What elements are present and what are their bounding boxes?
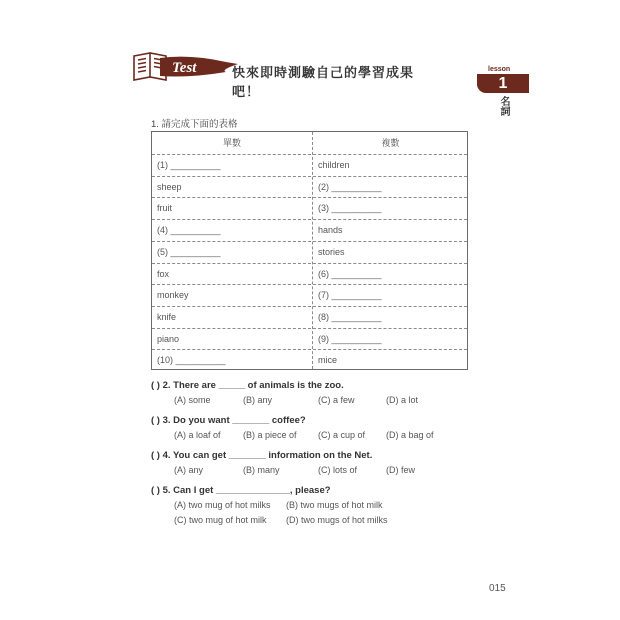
- plural-table: [151, 131, 468, 370]
- option-d: (D) two mugs of hot milks: [286, 515, 388, 525]
- option-a: (A) two mug of hot milks: [174, 500, 271, 510]
- option-c: (C) lots of: [318, 465, 358, 475]
- option-d: (D) a bag of: [386, 430, 434, 440]
- table-row: [152, 219, 467, 242]
- header-singular: 單數: [222, 138, 241, 148]
- table-row: [152, 241, 467, 264]
- cell-plural: hands: [318, 225, 343, 236]
- section-title: 1. 請完成下面的表格: [151, 119, 238, 130]
- cell-plural: mice: [318, 355, 338, 366]
- cell-plural: (9) __________: [318, 333, 382, 344]
- table-row: [152, 349, 467, 372]
- cell-singular: (4) __________: [157, 225, 221, 236]
- cell-singular: (10) __________: [157, 355, 226, 366]
- question-3: ( ) 3. Do you want _______ coffee?: [151, 415, 306, 426]
- option-a: (A) some: [174, 395, 211, 405]
- table-row: [152, 328, 467, 351]
- option-d: (D) few: [386, 465, 415, 475]
- table-row: [152, 306, 467, 329]
- table-row: [152, 176, 467, 199]
- cell-singular: fox: [157, 268, 170, 279]
- question-2: ( ) 2. There are _____ of animals is the zoo.: [151, 380, 344, 391]
- option-c: (C) a cup of: [318, 430, 366, 440]
- table-row: [152, 284, 467, 307]
- option-b: (B) any: [243, 395, 273, 405]
- table-row: [152, 154, 467, 177]
- page-title: 快來即時測驗自己的學習成果吧！: [232, 65, 415, 99]
- option-b: (B) a piece of: [243, 430, 297, 440]
- option-c: (C) a few: [318, 395, 355, 405]
- question-5: ( ) 5. Can I get ______________, please?: [151, 485, 331, 496]
- option-b: (B) two mugs of hot milk: [286, 500, 383, 510]
- table-row: [152, 197, 467, 220]
- cell-plural: (7) __________: [318, 290, 382, 301]
- cell-plural: (6) __________: [318, 268, 382, 279]
- lesson-number-tab: 1: [477, 74, 529, 93]
- question-4: ( ) 4. You can get _______ information on the Net.: [151, 450, 373, 461]
- option-a: (A) any: [174, 465, 204, 475]
- option-b: (B) many: [243, 465, 280, 475]
- option-d: (D) a lot: [386, 395, 419, 405]
- cell-plural: stories: [318, 246, 345, 257]
- table-row: [152, 263, 467, 286]
- cell-singular: piano: [157, 333, 180, 344]
- cell-singular: fruit: [157, 203, 173, 214]
- cell-singular: (1) __________: [157, 160, 221, 170]
- cell-singular: knife: [157, 311, 177, 322]
- page-header: [130, 50, 430, 99]
- option-c: (C) two mug of hot milk: [174, 515, 267, 525]
- header-plural: 複數: [381, 138, 400, 148]
- page-number: 015: [489, 583, 506, 594]
- lesson-label: lesson: [488, 66, 511, 73]
- cell-plural: (2) __________: [318, 181, 382, 192]
- cell-plural: (8) __________: [318, 311, 382, 322]
- test-badge-label: Test: [172, 60, 197, 76]
- cell-plural: (3) __________: [318, 203, 382, 214]
- cell-plural: children: [318, 160, 350, 170]
- lesson-topic: 名詞: [498, 96, 509, 116]
- cell-singular: sheep: [157, 181, 182, 192]
- cell-singular: monkey: [157, 290, 189, 301]
- option-a: (A) a loaf of: [174, 430, 221, 440]
- cell-singular: (5) __________: [157, 246, 221, 257]
